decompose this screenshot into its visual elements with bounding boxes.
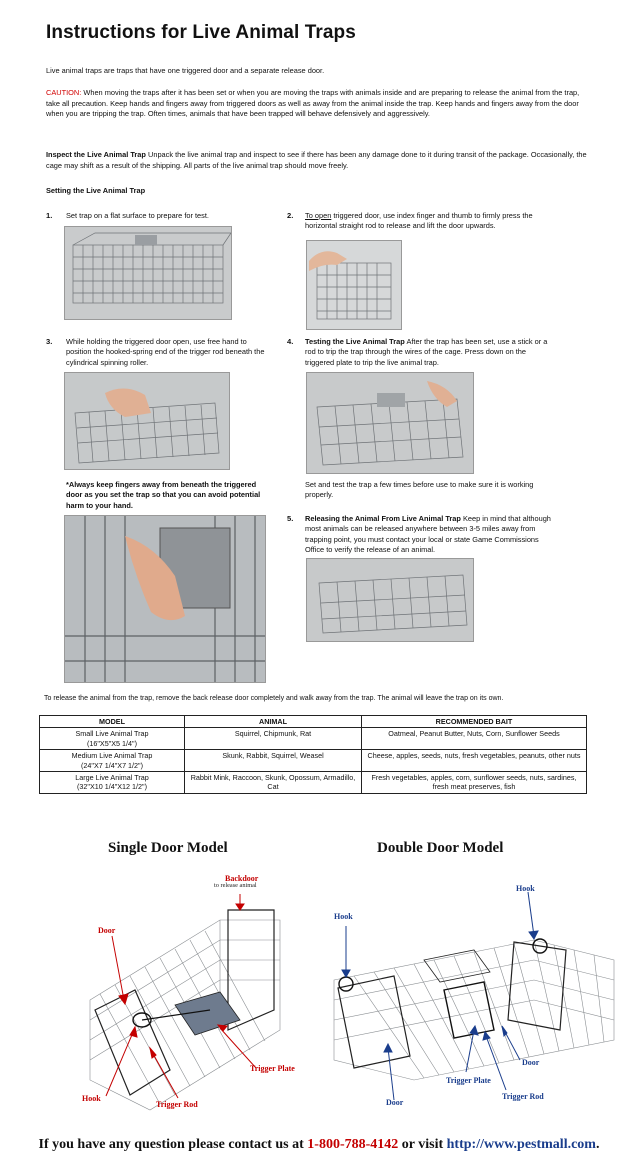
table-cell-model: Small Live Animal Trap (16"X5"X5 1/4"): [40, 728, 185, 750]
website-link[interactable]: http://www.pestmall.com: [446, 1137, 596, 1152]
table-cell-bait: Cheese, apples, seeds, nuts, fresh vegetables, peanuts, other nuts: [362, 750, 587, 772]
intro-paragraph: Live animal traps are traps that have one triggered door and a separate release door.: [46, 66, 325, 75]
warning-photo: [64, 515, 266, 683]
table-cell-bait: Fresh vegetables, apples, corn, sunflower seeds, nuts, sardines, fresh meat preserves, fish: [362, 772, 587, 794]
table-row: [40, 750, 587, 772]
table-cell-animal: Skunk, Rabbit, Squirrel, Weasel: [185, 750, 362, 772]
table-header-model: MODEL: [40, 716, 185, 728]
warning-note: *Always keep fingers away from beneath the triggered door as you set the trap so that you can avoid potential harm to your hand.: [66, 480, 261, 510]
single-door-title: Single Door Model: [108, 840, 228, 856]
label-door: Door: [98, 926, 116, 935]
step-2-text: To open triggered door, use index finger and thumb to firmly press the horizontal straight rod to release and lift the door upwards.: [305, 211, 533, 231]
release-note: To release the animal from the trap, remove the back release door completely and walk away from the trap. The animal will leave the trap on its own.: [44, 695, 504, 702]
step-3-photo: [64, 372, 230, 470]
step-3-number: 3.: [46, 337, 53, 346]
double-door-title: Double Door Model: [377, 840, 504, 856]
step-4-number: 4.: [287, 337, 294, 346]
step-4-label: Testing the Live Animal Trap: [305, 337, 405, 346]
step-2-photo: [306, 240, 402, 330]
bait-table: [39, 715, 587, 794]
step-2-lead: To open: [305, 211, 332, 220]
label-door-right: Door: [522, 1058, 540, 1067]
contact-footer: If you have any question please contact us at 1-800-788-4142 or visit http://www.pestmall.com.: [38, 1137, 600, 1152]
step-5-number: 5.: [287, 514, 294, 523]
table-header-animal: ANIMAL: [185, 716, 362, 728]
step-5-label: Releasing the Animal From Live Animal Trap: [305, 514, 461, 523]
step-1-photo: [64, 226, 232, 320]
contact-phone[interactable]: 1-800-788-4142: [307, 1137, 399, 1152]
table-row: [40, 772, 587, 794]
step-4-photo: [306, 372, 474, 474]
label-trigger-rod-double: Trigger Rod: [502, 1092, 544, 1101]
single-door-diagram: [60, 880, 320, 1120]
test-note: Set and test the trap a few times before use to make sure it is working properly.: [305, 480, 534, 500]
label-hook: Hook: [82, 1094, 101, 1103]
table-cell-animal: Squirrel, Chipmunk, Rat: [185, 728, 362, 750]
step-1-text: Set trap on a flat surface to prepare for test.: [66, 211, 209, 220]
page-title: Instructions for Live Animal Traps: [46, 22, 356, 43]
label-hook-left: Hook: [334, 912, 353, 921]
table-cell-animal: Rabbit Mink, Raccoon, Skunk, Opossum, Armadillo, Cat: [185, 772, 362, 794]
inspect-text: Unpack the live animal trap and inspect to see if there has been any damage done to it during transit of the package. Occasionally, the cage may shift as a result of the shipping. All parts of the live animal trap should move freely.: [46, 150, 587, 170]
table-header-bait: RECOMMENDED BAIT: [362, 716, 587, 728]
caution-paragraph: [46, 88, 592, 120]
table-cell-bait: Oatmeal, Peanut Butter, Nuts, Corn, Sunflower Seeds: [362, 728, 587, 750]
setting-heading: Setting the Live Animal Trap: [46, 186, 146, 195]
step-5-photo: [306, 558, 474, 642]
label-backdoor-sub: to release animal: [214, 882, 257, 889]
label-hook-right: Hook: [516, 884, 535, 893]
table-cell-model: Medium Live Animal Trap (24"X7 1/4"X7 1/2"): [40, 750, 185, 772]
table-cell-model: Large Live Animal Trap (32"X10 1/4"X12 1/2"): [40, 772, 185, 794]
label-trigger-plate-double: Trigger Plate: [446, 1076, 491, 1085]
step-3-text: While holding the triggered door open, use free hand to position the hooked-spring end of the trigger rod beneath the cylindrical spinning roller.: [66, 337, 265, 367]
inspect-paragraph: [46, 150, 592, 171]
inspect-label: Inspect the Live Animal Trap: [46, 150, 146, 159]
label-trigger-rod: Trigger Rod: [156, 1100, 198, 1109]
label-backdoor: Backdoor: [225, 874, 259, 883]
label-trigger-plate: Trigger Plate: [250, 1064, 295, 1073]
table-header-row: [40, 716, 587, 728]
step-4-text: Testing the Live Animal Trap After the trap has been set, use a stick or a rod to trip the trap through the wires of the cage. Press down on the triggered plate to trip the live animal trap.: [305, 337, 548, 367]
step-2-number: 2.: [287, 211, 294, 220]
table-row: [40, 728, 587, 750]
caution-text: When moving the traps after it has been set or when you are moving the traps with animals inside and are preparing to release the animal from the trap, take all precaution. Keep hands and fingers away from triggered doors as well as away from the animal inside the trap. Keep hands and fingers away from the door when you are tripping the trap. Often times, animals that have been trapped will behave defensively and aggressively.: [46, 88, 580, 118]
caution-label: CAUTION:: [46, 88, 82, 97]
label-door-bottom: Door: [386, 1098, 404, 1107]
step-1-number: 1.: [46, 211, 53, 220]
step-5-text: Releasing the Animal From Live Animal Trap Keep in mind that although most animals can be released anywhere between 3-5 miles away from trapping point, you must contact your local or state Game Commissions Office to verify the release of an animal.: [305, 514, 551, 554]
